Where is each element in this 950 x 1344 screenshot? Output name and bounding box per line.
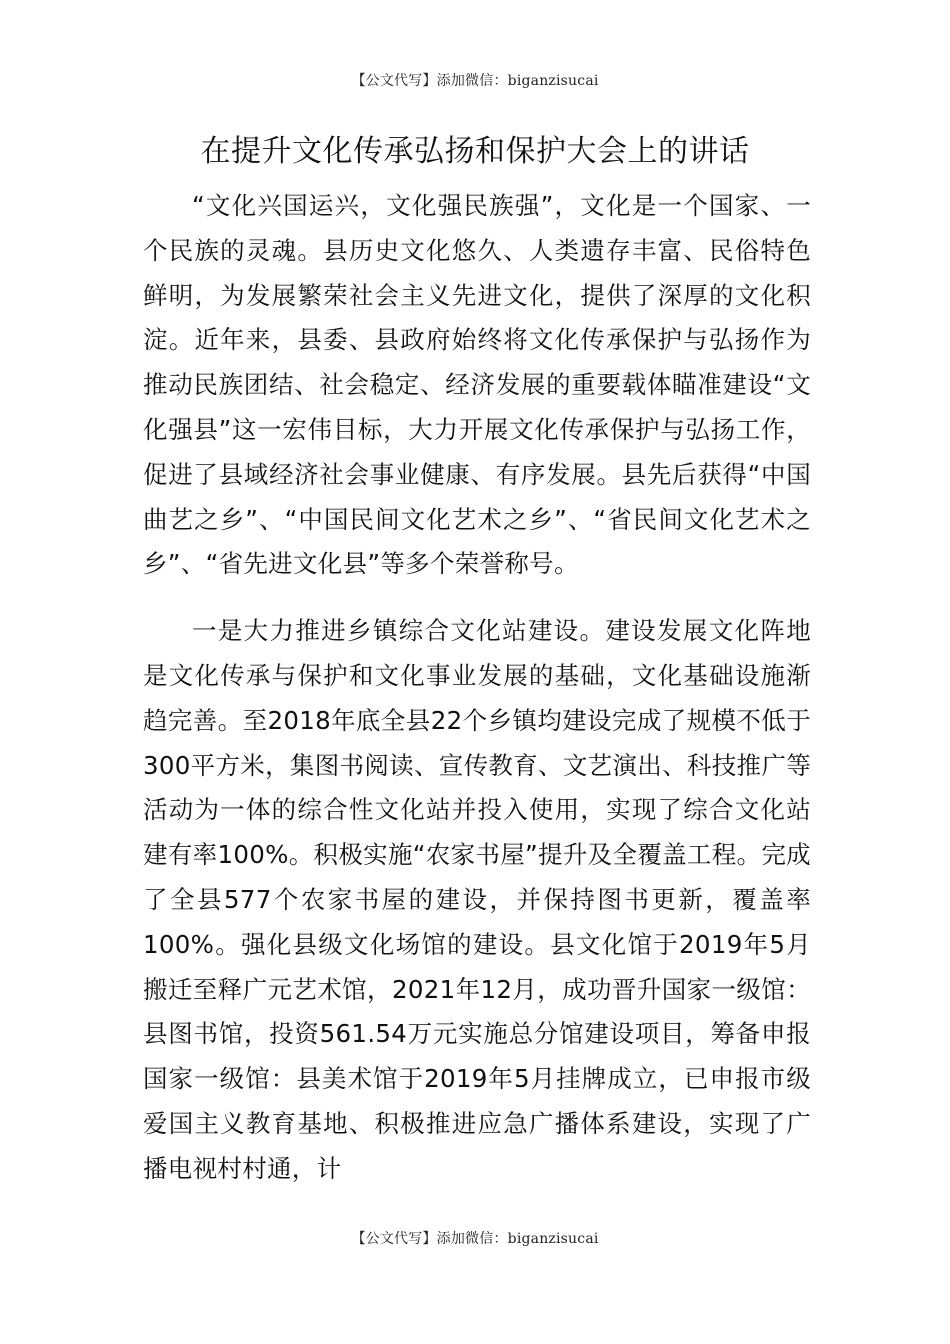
paragraph-township-culture-stations: 一是大力推进乡镇综合文化站建设。建设发展文化阵地是文化传承与保护和文化事业发展的基础，文化基础设施渐趋完善。至2018年底全县22个乡镇均建设完成了规模不低于300平方米，集图书阅读、宣传教育、文艺演出、科技推广等活动为一体的综合性文化站并投入使用，实现了综合文化站建有率100%。积极实施“农家书屋”提升及全覆盖工程。完成了全县577个农家书屋的建设，并保持图书更新，覆盖率100%。强化县级文化场馆的建设。县文化馆于2019年5月搬迁至释广元艺术馆，2021年12月，成功晋升国家一级馆：县图书馆，投资561.54万元实施总分馆建设项目，筹备申报国家一级馆：县美术馆于2019年5月挂牌成立，已申报市级爱国主义教育基地、积极推进应急广播体系建设，实现了广播电视村村通，计: [143, 616, 811, 1183]
document-body: [143, 184, 811, 1192]
header-watermark-note: 【公文代写】添加微信：biganzisucai: [351, 73, 599, 89]
paragraph-intro: “文化兴国运兴，文化强民族强”，文化是一个国家、一个民族的灵魂。县历史文化悠久、人类遗存丰富、民俗特色鲜明，为发展繁荣社会主义先进文化，提供了深厚的文化积淀。近年来，县委、县政府始终将文化传承保护与弘扬作为推动民族团结、社会稳定、经济发展的重要载体瞄准建设“文化强县”这一宏伟目标，大力开展文化传承保护与弘扬工作，促进了县域经济社会事业健康、有序发展。县先后获得“中国曲艺之乡”、“中国民间文化艺术之乡”、“省民间文化艺术之乡”、“省先进文化县”等多个荣誉称号。: [143, 191, 811, 579]
document-title: 在提升文化传承弘扬和保护大会上的讲话: [200, 134, 750, 169]
footer-watermark-note: 【公文代写】添加微信：biganzisucai: [351, 1231, 599, 1247]
